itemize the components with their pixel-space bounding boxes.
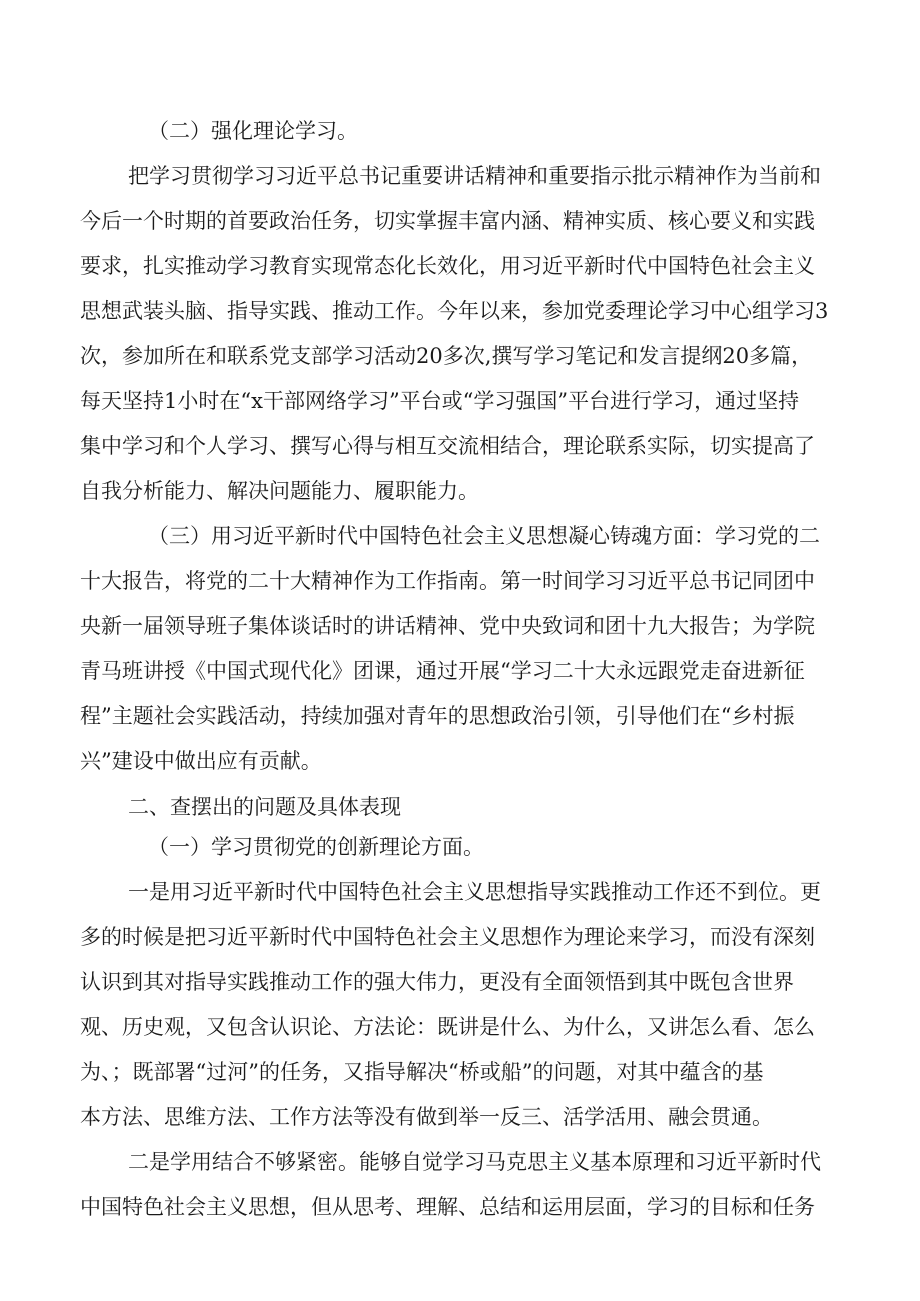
paragraph-line: 今后一个时期的首要政治任务，切实掌握丰富内涵、精神实质、核心要义和实践 [80,209,815,233]
sub-heading-strengthen-theory: （二）强化理论学习。 [148,119,358,143]
paragraph-line: 观、历史观，又包含认识论、方法论：既讲是什么、为什么，又讲怎么看、怎么 [80,1015,815,1039]
paragraph-line: 集中学习和个人学习、撰写心得与相互交流相结合，理论联系实际，切实提高了 [80,434,815,458]
sub-heading-theory-study: （一）学习贯彻党的创新理论方面。 [148,835,484,859]
paragraph-line: 一是用习近平新时代中国特色社会主义思想指导实践推动工作还不到位。更 [128,880,821,904]
paragraph-line: 程”主题社会实践活动，持续加强对青年的思想政治引领，引导他们在“乡村振 [80,704,795,728]
section-heading-problems: 二、查摆出的问题及具体表现 [128,795,401,819]
paragraph-line: （三）用习近平新时代中国特色社会主义思想凝心铸魂方面：学习党的二 [148,524,820,548]
paragraph-line: 中国特色社会主义思想，但从思考、理解、总结和运用层面，学习的目标和任务 [80,1195,815,1219]
paragraph-line: 认识到其对指导实践推动工作的强大伟力，更没有全面领悟到其中既包含世界 [80,970,794,994]
paragraph-line: 本方法、思维方法、工作方法等没有做到举一反三、活学活用、融会贯通。 [80,1105,773,1129]
paragraph-line: 青马班讲授《中国式现代化》团课，通过开展“学习二十大永远跟党走奋进新征 [80,659,805,683]
paragraph-line: 每天坚持1小时在“x干部网络学习”平台或“学习强国”平台进行学习，通过坚持 [80,389,800,413]
paragraph-line: 多的时候是把习近平新时代中国特色社会主义思想作为理论来学习，而没有深刻 [80,925,815,949]
paragraph-line: 十大报告，将党的二十大精神作为工作指南。第一时间学习习近平总书记同团中 [80,569,815,593]
paragraph-line: 央新一届领导班子集体谈话时的讲话精神、党中央致词和团十九大报告；为学院 [80,614,815,638]
paragraph-line: 二是学用结合不够紧密。能够自觉学习马克思主义基本原理和习近平新时代 [128,1150,821,1174]
paragraph-line: 兴”建设中做出应有贡献。 [80,749,322,773]
paragraph-line: 把学习贯彻学习习近平总书记重要讲话精神和重要指示批示精神作为当前和 [128,164,821,188]
paragraph-line: 自我分析能力、解决问题能力、履职能力。 [80,479,479,503]
paragraph-line: 思想武装头脑、指导实践、推动工作。今年以来，参加党委理论学习中心组学习3 [80,299,829,323]
paragraph-line: 次，参加所在和联系党支部学习活动20多次,撰写学习笔记和发言提纲20多篇， [80,344,813,368]
paragraph-line: 要求，扎实推动学习教育实现常态化长效化，用习近平新时代中国特色社会主义 [80,254,815,278]
paragraph-line: 为、；既部署“过河”的任务，又指导解决“桥或船”的问题，对其中蕴含的基 [80,1060,764,1084]
